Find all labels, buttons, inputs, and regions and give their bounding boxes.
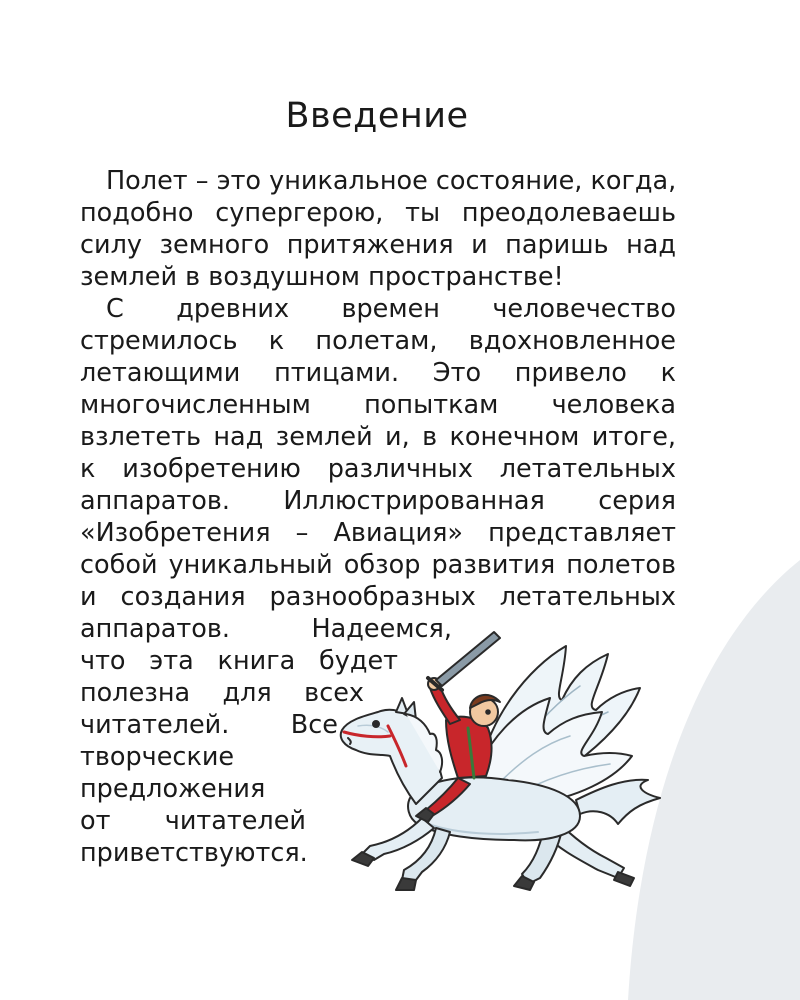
text-line: взлететь над землей и, в конечном итоге, (80, 422, 676, 452)
page-title: Введение (285, 96, 469, 136)
text-line: к изобретению различных летательных (80, 454, 676, 484)
text-line: полезна для всех (80, 678, 364, 708)
text-line: читателей. Все (80, 710, 338, 740)
text-line: аппаратов. Надеемся, (80, 614, 452, 644)
text-line: «Изобретения – Авиация» представляет (80, 518, 676, 548)
text-line: творческие (80, 742, 235, 772)
text-line: аппаратов. Иллюстрированная серия (80, 486, 676, 516)
text-line: собой уникальный обзор развития полетов (80, 550, 676, 580)
text-line: С древних времен человечество (106, 294, 676, 324)
text-line: подобно супергерою, ты преодолеваешь (80, 198, 676, 228)
text-line: от читателей (80, 806, 306, 836)
text-line: Полет – это уникальное состояние, когда, (106, 166, 677, 196)
pegasus-rider-illustration (318, 628, 678, 898)
text-line: силу земного притяжения и паришь над (80, 230, 676, 260)
text-line: и создания разнообразных летательных (80, 582, 676, 612)
text-line: что эта книга будет (80, 646, 398, 676)
text-line: предложения (80, 774, 266, 804)
text-line: стремилось к полетам, вдохновленное (80, 326, 676, 356)
text-line: приветствуются. (80, 838, 308, 868)
text-line: летающими птицами. Это привело к (80, 358, 676, 388)
text-line: многочисленным попыткам человека (80, 390, 676, 420)
pegasus-rider-icon (341, 632, 660, 890)
text-line: землей в воздушном пространстве! (80, 262, 564, 292)
